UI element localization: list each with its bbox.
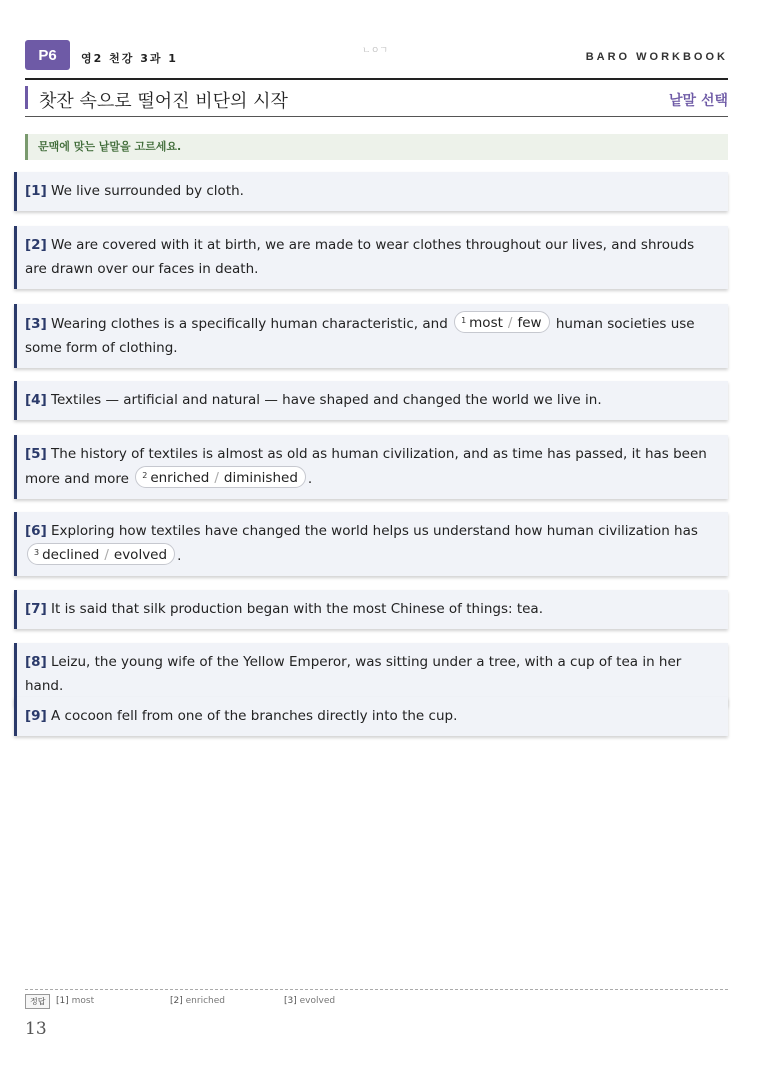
question-number: [8] (25, 654, 47, 670)
instruction-box: 문맥에 맞는 낱말을 고르세요. (25, 134, 728, 160)
choice-divider: / (214, 470, 219, 486)
choice-number: 2 (142, 471, 148, 480)
choice-divider: / (104, 547, 109, 563)
word-choice-1[interactable] (454, 311, 550, 333)
section-type: 낱말 선택 (669, 93, 728, 109)
question-6 (14, 512, 728, 576)
answer-value: enriched (185, 996, 225, 1006)
choice-option-enriched[interactable]: enriched (150, 470, 210, 486)
choice-number: 1 (461, 316, 467, 325)
question-7 (14, 590, 728, 629)
answer-item (284, 996, 335, 1006)
question-number: [9] (25, 708, 47, 724)
question-3 (14, 304, 728, 368)
choice-number: 3 (34, 548, 40, 557)
question-text-after: human societies use some form of clothing. (25, 316, 695, 356)
question-4 (14, 381, 728, 420)
question-text-after: . (307, 471, 313, 487)
choice-option-few[interactable]: few (517, 315, 542, 331)
question-text-before: Exploring how textiles have changed the world helps us understand how human civilization has (51, 523, 698, 539)
question-number: [5] (25, 446, 47, 462)
question-2 (14, 226, 728, 289)
answer-key-label: 정답 (25, 994, 50, 1009)
question-number: [4] (25, 392, 47, 408)
word-choice-3[interactable] (27, 543, 175, 565)
question-text-before: The history of textiles is almost as old as human civilization, and as time has passed, it has been more and more (25, 446, 707, 487)
question-text: A cocoon fell from one of the branches directly into the cup. (51, 708, 458, 724)
top-mark: ㄴㅇㄱ (362, 46, 389, 56)
choice-option-declined[interactable]: declined (42, 547, 100, 563)
answer-key (25, 989, 728, 1012)
answer-number: [3] (284, 996, 297, 1006)
choice-option-evolved[interactable]: evolved (113, 547, 168, 563)
question-number: [1] (25, 183, 47, 199)
question-text: We live surrounded by cloth. (51, 183, 244, 199)
answer-number: [2] (170, 996, 183, 1006)
question-number: [3] (25, 316, 47, 332)
question-text: Textiles — artificial and natural — have shaped and changed the world we live in. (51, 392, 602, 408)
word-choice-2[interactable] (135, 466, 306, 488)
page-title: 찻잔 속으로 떨어진 비단의 시작 (39, 91, 288, 112)
answer-item (56, 996, 94, 1006)
choice-divider: / (507, 315, 513, 331)
question-text: We are covered with it at birth, we are made to wear clothes throughout our lives, and shrouds are drawn over our faces in death. (25, 237, 695, 277)
page-badge: P6 (25, 40, 70, 70)
answer-number: [1] (56, 996, 69, 1006)
title-accent-bar (25, 86, 28, 109)
question-number: [6] (25, 523, 47, 539)
question-text: Leizu, the young wife of the Yellow Emperor, was sitting under a tree, with a cup of tea in her hand. (25, 654, 682, 694)
answer-value: most (71, 996, 95, 1006)
question-5 (14, 435, 728, 499)
question-1 (14, 172, 728, 211)
answer-value: evolved (299, 996, 336, 1006)
question-number: [2] (25, 237, 47, 253)
choice-option-most[interactable]: most (469, 315, 503, 331)
choice-option-diminished[interactable]: diminished (223, 470, 298, 486)
answer-item (170, 996, 225, 1006)
question-number: [7] (25, 601, 47, 617)
page-number: 13 (25, 1019, 47, 1039)
question-text: It is said that silk production began with the most Chinese of things: tea. (51, 601, 543, 617)
title-bar (25, 86, 728, 117)
question-text-before: Wearing clothes is a specifically human characteristic, and (51, 316, 448, 332)
lesson-label: 영2 천강 3과 1 (81, 52, 178, 65)
question-text-after: . (177, 548, 182, 564)
question-9 (14, 697, 728, 736)
brand-label: BARO WORKBOOK (585, 51, 728, 63)
